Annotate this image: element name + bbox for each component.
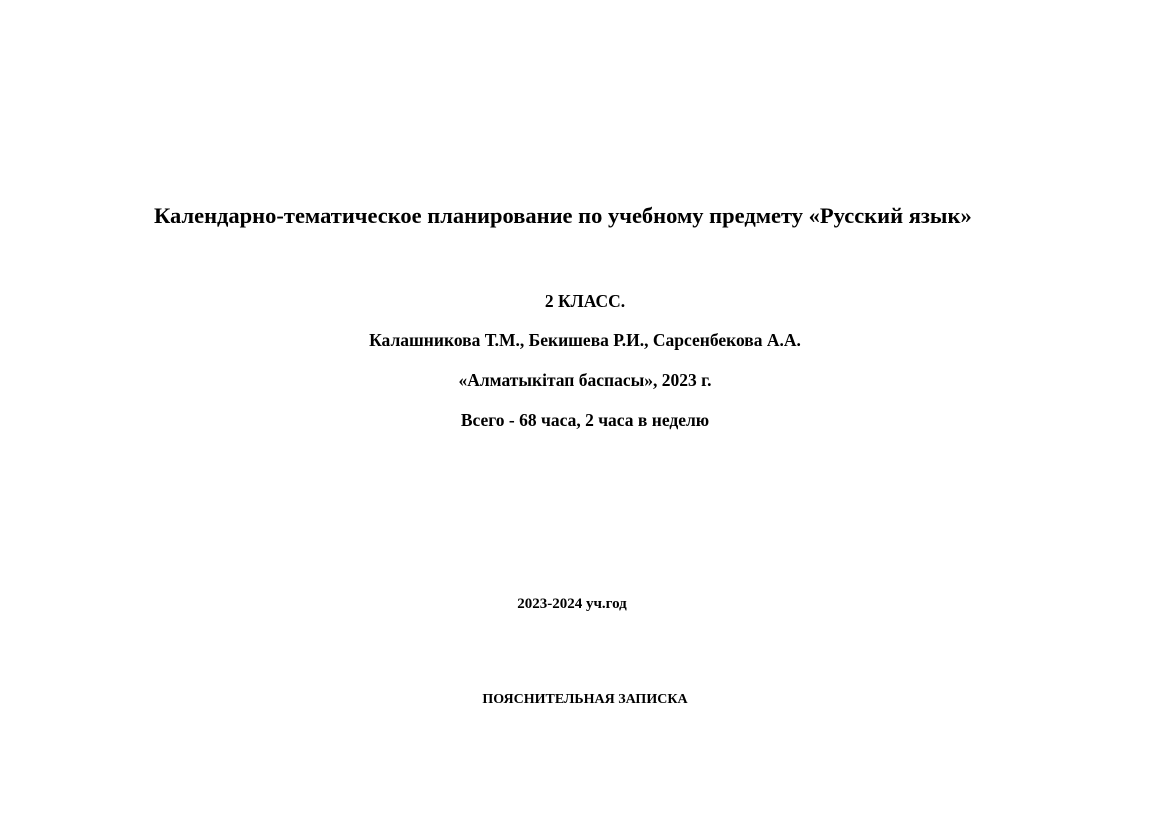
grade-label: 2 КЛАСС.: [544, 291, 626, 311]
publisher-line: «Алматыкітап баспасы», 2023 г.: [458, 370, 712, 390]
academic-year: 2023-2024 уч.год: [517, 596, 627, 612]
section-heading: ПОЯСНИТЕЛЬНАЯ ЗАПИСКА: [482, 692, 688, 707]
authors-line: Калашникова Т.М., Бекишева Р.И., Сарсенбекова А.А.: [369, 330, 801, 350]
hours-line: Всего - 68 часа, 2 часа в неделю: [460, 410, 710, 430]
document-title: Календарно-тематическое планирование по учебному предмету «Русский язык»: [154, 203, 972, 228]
